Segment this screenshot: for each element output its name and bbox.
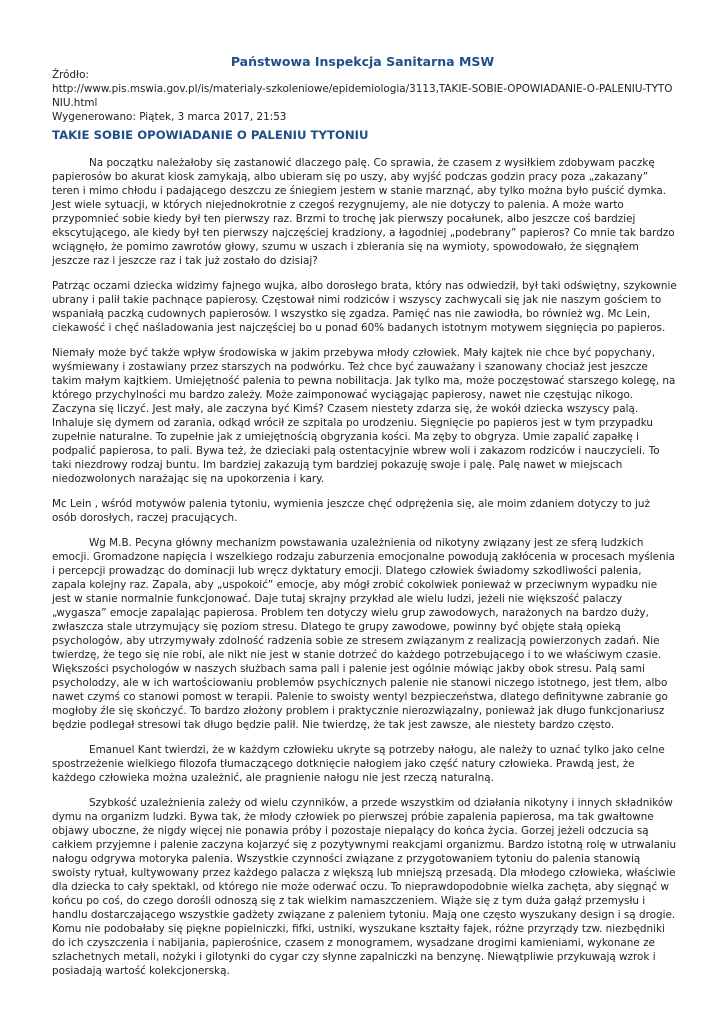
article-paragraph-3: Niemały może być także wpływ środowiska w jakim przebywa młody człowiek. Mały kajtek nie chce być popychany, wyśmiewany i zostawiany przez starszych na podwórku. Też chce być zauważany i szanowany chociaż jest jeszcze takim małym kajtkiem. Umiejętność palenia to pewna nobilitacja. Jak tylko ma, może poczęstować starszego kolegę, na którego przychylności mu bardzo zależy. Może zaimponować wyciągając papierosy, nawet nie częstując nikogo. Zaczyna się liczyć. Jest mały, ale zaczyna być Kimś? Czasem niestety zdarza się, że wokół dziecka wszyscy palą. Inhaluje się dymem od zarania, odkąd wrócił ze szpitala po urodzeniu. Sięgnięcie po papieros jest w tym przypadku zupełnie naturalne. To zupełnie jak z umiejętnością obgryzania kości. Ma zęby to obgryza. Umie zapalić zapałkę i podpalić papierosa, to pali. Bywa też, że dzieciaki palą ostentacyjnie wbrew woli i zakazom rodziców i nauczycieli. To taki niezdrowy rodzaj buntu. Im bardziej zakazują tym bardziej pokazuję swoje i palę. Palę nawet w miejscach niedozwolonych narażając się na upokorzenia i kary. <box>52 347 676 485</box>
article-title: TAKIE SOBIE OPOWIADANIE O PALENIU TYTONIU <box>52 128 369 142</box>
generated-timestamp: Wygenerowano: Piątek, 3 marca 2017, 21:53 <box>52 111 287 123</box>
article-paragraph-7: Szybkość uzależnienia zależy od wielu czynników, a przede wszystkim od działania nikotyny i innych składników dymu na organizm ludzki. Bywa tak, że młody człowiek po pierwszej próbie zapalenia papierosa, ma tak gwałtowne objawy uboczne, że nigdy więcej nie ponawia próby i pozostaje niepalący do końca życia. Gorzej jeżeli odczucia są całkiem przyjemne i palenie zaczyna kojarzyć się z pozytywnymi reakcjami organizmu. Bardzo istotną rolę w utrwalaniu nałogu odgrywa motoryka palenia. Wszystkie czynności związane z przygotowaniem tytoniu do palenia stanowią swoisty rytuał, kultywowany przez każdego palacza z większą lub mniejszą przesadą. Dla młodego człowieka, właściwie dla dziecka to cały spektakl, od którego nie może oderwać oczu. To nieprawdopodobnie wielka zachęta, aby sięgnąć w końcu po coś, do czego dorośli odnoszą się z tak wielkim namaszczeniem. Wiąże się z tym duża gałąź przemysłu i handlu dostarczającego wszystkie gadżety związane z paleniem tytoniu. Mają one często wyszukany design i są drogie. Komu nie podobałaby się piękne popielniczki, fifki, ustniki, wyszukane kształty fajek, różne przyrządy tzw. niezbędniki do ich czyszczenia i nabijania, papierośnice, czasem z monogramem, wysadzane drogimi kamieniami, wykonane ze szlachetnych metali, nożyki i gilotynki do cygar czy słynne zapalniczki na benzynę. Niewątpliwie przykuwają wzrok i posiadają wartość kolekcjonerską. <box>52 797 677 977</box>
article-paragraph-5: Wg M.B. Pecyna główny mechanizm powstawania uzależnienia od nikotyny związany jest ze sferą ludzkich emocji. Gromadzone napięcia i wszelkiego rodzaju zaburzenia emocjonalne powodują zakłócenia w procesach myślenia i percepcji prowadząc do dominacji lub wręcz dyktatury emocji. Dlatego człowiek świadomy szkodliwości palenia, zapala kolejny raz. Zapala, aby „uspokoić” emocje, aby mógł zrobić cokolwiek ponieważ w przeciwnym wypadku nie jest w stanie normalnie funkcjonować. Daje tutaj skrajny przykład ale wielu ludzi, jeżeli nie większość palaczy „wygasza” emocje zapalając papierosa. Problem ten dotyczy wielu grup zawodowych, narażonych na bardzo duży, zwłaszcza stale utrzymujący się poziom stresu. Dlatego te grupy zawodowe, powinny być objęte stałą opieką psychologów, aby utrzymywały zdolność radzenia sobie ze stresem związanym z realizacją powierzonych zadań. Nie twierdzę, że tego się nie robi, ale nikt nie jest w stanie dotrzeć do każdego potrzebującego i to we właściwym czasie. Większości psychologów w naszych służbach sama pali i palenie jest ogólnie mówiąc jakby obok stresu. Palą sami psycholodzy, ale w ich wartościowaniu problemów psychicznych palenie nie stanowi niczego istotnego, jest tłem, albo nawet czymś co stanowi pomost w terapii. Palenie to swoisty wentyl bezpieczeństwa, dlatego definitywne zabranie go mogłoby źle się skończyć. To bardzo złożony problem i praktycznie nierozwiązalny, ponieważ jak długo funkcjonariusz będzie podlegał stresowi tak długo będzie palił. Nie twierdzę, że tak jest zawsze, ale niestety bardzo często. <box>52 537 675 731</box>
article-paragraph-2: Patrząc oczami dziecka widzimy fajnego wujka, albo dorosłego brata, który nas odwiedził, był taki odświętny, szykownie ubrany i palił takie pachnące papierosy. Częstował nimi rodziców i wszyscy zachwycali się jak nie naszym gościem to wspaniałą paczką cudownych papierosów. I wszystko się zgadza. Pamięć nas nie zawiodła, bo również wg. Mc Lein, ciekawość i chęć naśladowania jest najczęściej bo u ponad 60% badanych istotnym motywem sięgnięcia po papieros. <box>52 280 677 334</box>
article-paragraph-1: Na początku należałoby się zastanowić dlaczego palę. Co sprawia, że czasem z wysiłkiem zdobywam paczkę papierosów bo akurat kiosk zamykają, albo ubieram się po uszy, aby wyjść podczas godzin pracy poza „zakazany” teren i mimo chłodu i padającego deszczu ze śniegiem jestem w stanie marznąć, aby tylko można było puścić dymka. Jest wiele sytuacji, w których niejednokrotnie z czegoś rezygnujemy, ale nie dotyczy to palenia. A może warto przypomnieć sobie kiedy był ten pierwszy raz. Brzmi to trochę jak pierwszy pocałunek, albo jeszcze coś bardziej ekscytującego, ale kiedy był ten pierwszy najczęściej kradziony, a łagodniej „podebrany” papieros? Co mnie tak bardzo wciągnęło, że pomimo zawrotów głowy, szumu w uszach i zbierania się na wymioty, spowodowało, że sięgnąłem jeszcze raz i jeszcze raz i tak już zostało do dzisiaj? <box>52 157 675 267</box>
source-url: http://www.pis.mswia.gov.pl/is/materialy-szkoleniowe/epidemiologia/3113,TAKIE-SOBIE-OPOWIADANIE-O-PALENIU-TYTONIU.html <box>52 83 673 109</box>
article-paragraph-6: Emanuel Kant twierdzi, że w każdym człowieku ukryte są potrzeby nałogu, ale należy to uznać tylko jako celne spostrzeżenie wielkiego filozofa tłumaczącego dotknięcie nałogiem jako część natury człowieka. Prawdą jest, że każdego człowieka można uzależnić, ale pragnienie nałogu nie jest rzeczą naturalną. <box>52 744 665 784</box>
organization-heading: Państwowa Inspekcja Sanitarna MSW <box>230 54 495 69</box>
source-label: Źródło: <box>52 69 89 81</box>
article-paragraph-4: Mc Lein , wśród motywów palenia tytoniu, wymienia jeszcze chęć odprężenia się, ale moim zdaniem dotyczy to już osób dorosłych, raczej pracujących. <box>52 498 650 524</box>
document-content <box>52 68 677 989</box>
